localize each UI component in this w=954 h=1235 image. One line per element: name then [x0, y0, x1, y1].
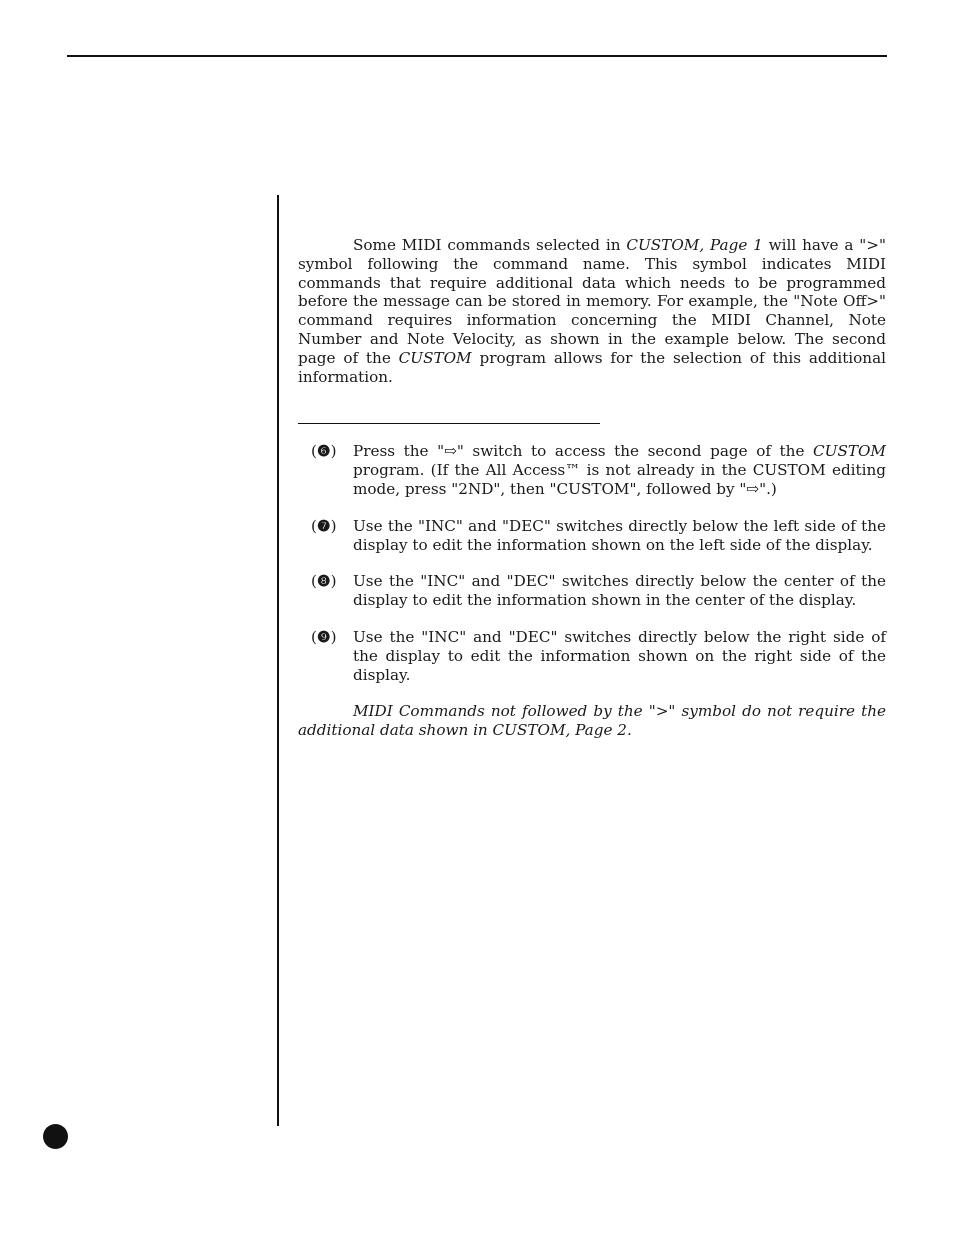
step-number: (❻)	[311, 442, 337, 461]
step-number: (❼)	[311, 516, 337, 535]
step-item	[298, 572, 886, 610]
step-item	[298, 517, 886, 555]
page-content	[298, 236, 886, 740]
step-text: Use the "INC" and "DEC" switches directly below the left side of the display to edit the information shown on the left side of the display.	[353, 516, 886, 554]
step-number: (❽)	[311, 572, 337, 591]
step-item	[298, 442, 886, 498]
step-item	[298, 628, 886, 684]
step-number: (❾)	[311, 627, 337, 646]
italic-note: MIDI Commands not followed by the ">" symbol do not require the additional data shown in CUSTOM, Page 2.	[298, 702, 886, 740]
section-divider	[298, 423, 600, 424]
step-text: Press the "⇨" switch to access the second page of the CUSTOM program. (If the All Access™ is not already in the CUSTOM editing mode, press "2ND", then "CUSTOM", followed by "⇨".)	[353, 442, 886, 498]
intro-paragraph: Some MIDI commands selected in CUSTOM, Page 1 will have a ">" symbol following the command name. This symbol indicates MIDI commands that require additional data which needs to be programmed before the message can be stored in memory. For example, the "Note Off>" command requires information concerning the MIDI Channel, Note Number and Note Velocity, as shown in the example below. The second page of the CUSTOM program allows for the selection of this additional information.	[298, 236, 887, 386]
header-rule	[67, 55, 887, 57]
step-text: Use the "INC" and "DEC" switches directly below the right side of the display to edit the information shown on the right side of the display.	[353, 627, 886, 684]
margin-rule	[277, 195, 279, 1126]
page-marker	[43, 1124, 68, 1149]
step-text: Use the "INC" and "DEC" switches directly below the center of the display to edit the information shown in the center of the display.	[353, 572, 886, 610]
